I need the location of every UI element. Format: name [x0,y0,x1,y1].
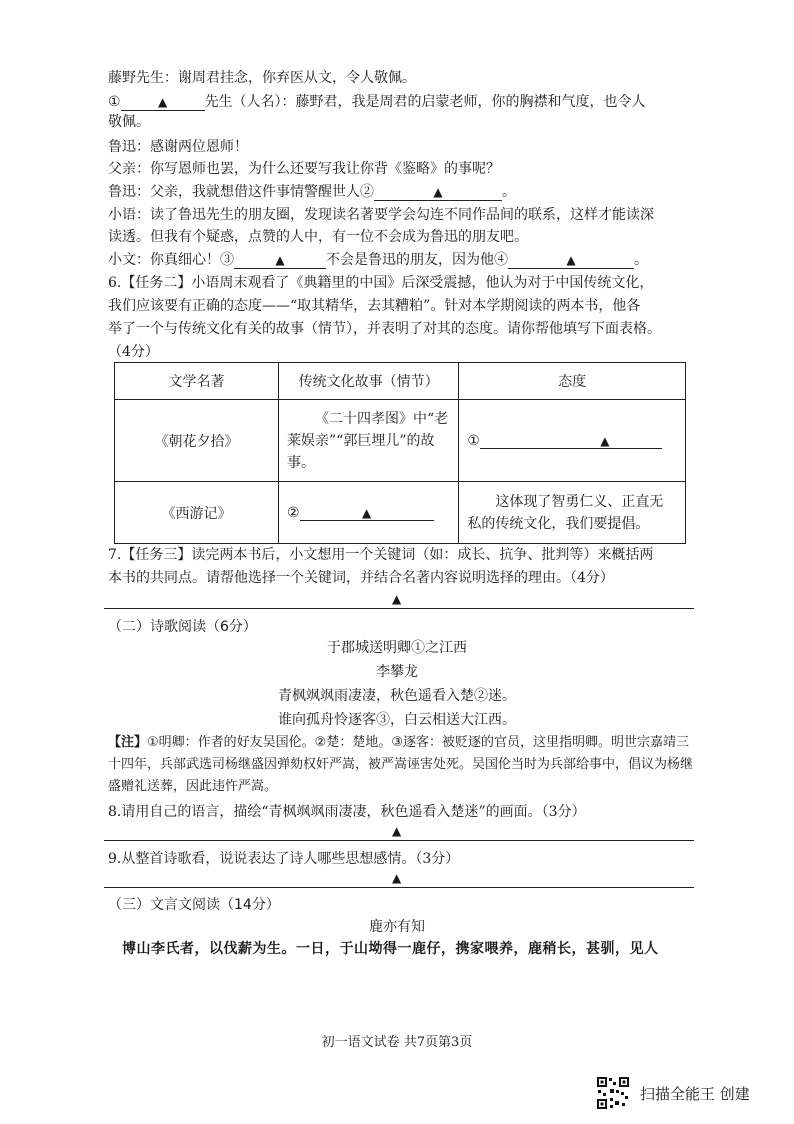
header-story: 传统文化故事（情节） [279,363,459,400]
poem-section-heading: （二）诗歌阅读（6分） [108,619,257,635]
answer-line-task3[interactable] [104,608,694,609]
dialogue-line-3: 敬佩。 [108,114,150,130]
question-9: 9.从整首诗歌看，说说表达了诗人哪些思想感情。（3分） [108,851,460,867]
header-book: 文学名著 [115,363,279,400]
classical-section-heading: （三）文言文阅读（14分） [108,897,280,913]
task3-line-2: 本书的共同点。请帮他选择一个关键词，并结合名著内容说明选择的理由。（4分） [108,570,614,586]
poem-author: 李攀龙 [376,664,418,680]
dialogue-line-8: 读透。但我有个疑惑，点赞的人中，有一位不会成为鲁迅的朋友吧。 [108,229,528,245]
dialogue-line-9-text-a: 小文：你真细心！③ [108,252,234,268]
answer-blank-1[interactable] [121,94,205,111]
triangle-marker-icon: ▲ [157,95,168,109]
poem-note-text: ①明卿：作者的好友吴国伦。②楚：楚地。③逐客：被贬逐的官员，这里指明卿。明世宗嘉靖三十四年，兵部武选司杨继盛因弹劾权奸严嵩，被严嵩诬害处死。吴国伦当时为兵部给事中，倡议为杨继盛赠礼送葬，因此违忤严嵩。 [108,735,694,794]
poem-verse-1: 青枫飒飒雨凄凄，秋色遥看入楚②迷。 [278,688,516,704]
poem-note [108,732,693,798]
attitude-text: 这体现了智勇仁义、正直无私的传统文化，我们要提倡。 [467,493,664,532]
table-cell-attitude [459,482,686,544]
table-cell-story [279,482,459,544]
triangle-marker-icon: ▲ [275,253,285,267]
dialogue-line-6-end: 。 [502,184,516,200]
dialogue-line-1: 藤野先生：谢周君挂念，你弃医从文，令人敬佩。 [108,70,416,86]
task2-table [114,362,686,544]
triangle-marker-icon: ▲ [392,871,402,885]
table-cell-story [279,400,459,482]
task2-line-2: 我们应该要有正确的态度——“取其精华，去其糟粕”。针对本学期阅读的两本书，他各 [108,298,641,314]
triangle-marker-icon: ▲ [433,185,443,199]
blank-number-table-1: ① [467,432,480,449]
answer-blank-table-2[interactable] [300,504,434,521]
triangle-marker-icon: ▲ [566,253,576,267]
question-8: 8.请用自己的语言，描绘“青枫飒飒雨凄凄，秋色遥看入楚迷”的画面。（3分） [108,804,586,820]
classical-title: 鹿亦有知 [369,919,425,935]
dialogue-line-7: 小语：读了鲁迅先生的朋友圈，发现读名著要学会勾连不同作品间的联系，这样才能读深 [108,207,654,223]
page-footer: 初一语文试卷 共7页第3页 [321,1035,473,1050]
qr-code-icon [596,1076,630,1110]
table-cell-attitude [459,400,686,482]
table-row [115,482,686,544]
poem-title: 于郡城送明卿①之江西 [327,640,467,656]
classical-first-line: 博山李氏者，以伐薪为生。一日，于山坳得一鹿仔，携家喂养，鹿稍长，甚驯，见人 [122,941,659,957]
answer-blank-2[interactable] [374,184,502,201]
task2-score: （4分） [108,344,159,360]
dialogue-line-9-end: 。 [634,252,648,268]
task2-line-3: 举了一个与传统文化有关的故事（情节），并表明了对其的态度。请你帮他填写下面表格。 [108,321,661,337]
dialogue-line-4: 鲁迅：感谢两位恩师！ [108,139,248,155]
table-header-row [115,363,686,400]
dialogue-line-6-text: 鲁迅：父亲，我就想借这件事情警醒世人② [108,184,374,200]
story-text: 《二十四孝图》中“老莱娱亲”“郭巨埋儿”的故事。 [287,410,449,471]
answer-line-q8[interactable] [104,840,694,841]
dialogue-line-9-text-b: 不会是鲁迅的朋友，因为他④ [326,252,508,268]
table-cell-book: 《朝花夕拾》 [115,400,279,482]
blank-number-1: ① [108,94,121,110]
answer-line-q9[interactable] [104,887,694,888]
dialogue-line-6 [108,182,516,202]
poem-verse-2: 谁向孤舟怜逐客③，白云相送大江西。 [278,712,516,728]
answer-blank-table-1[interactable] [480,432,662,449]
dialogue-line-9 [108,250,648,270]
triangle-marker-icon: ▲ [392,824,402,838]
dialogue-line-2-text: 先生（人名）：藤野君，我是周君的启蒙老师，你的胸襟和气度，也令人 [204,94,646,110]
poem-note-label: 【注】 [108,735,148,750]
table-cell-book: 《西游记》 [115,482,279,544]
header-attitude: 态度 [459,363,686,400]
task2-line-1: 6.【任务二】小语周末观看了《典籍里的中国》后深受震撼，他认为对于中国传统文化， [108,275,654,291]
triangle-marker-icon: ▲ [361,505,372,520]
dialogue-line-2 [108,92,646,112]
scanner-watermark: 扫描全能王 创建 [640,1085,750,1103]
dialogue-line-5: 父亲：你写恩师也罢，为什么还要写我让你背《鉴略》的事呢？ [108,161,500,177]
triangle-marker-icon: ▲ [392,592,402,606]
blank-number-table-2: ② [287,504,300,521]
task3-line-1: 7.【任务三】读完两本书后，小文想用一个关键词（如：成长、抗争、批判等）来概括两 [108,547,654,563]
table-row [115,400,686,482]
answer-blank-3[interactable] [234,252,326,269]
answer-blank-4[interactable] [508,252,634,269]
triangle-marker-icon: ▲ [600,433,610,448]
